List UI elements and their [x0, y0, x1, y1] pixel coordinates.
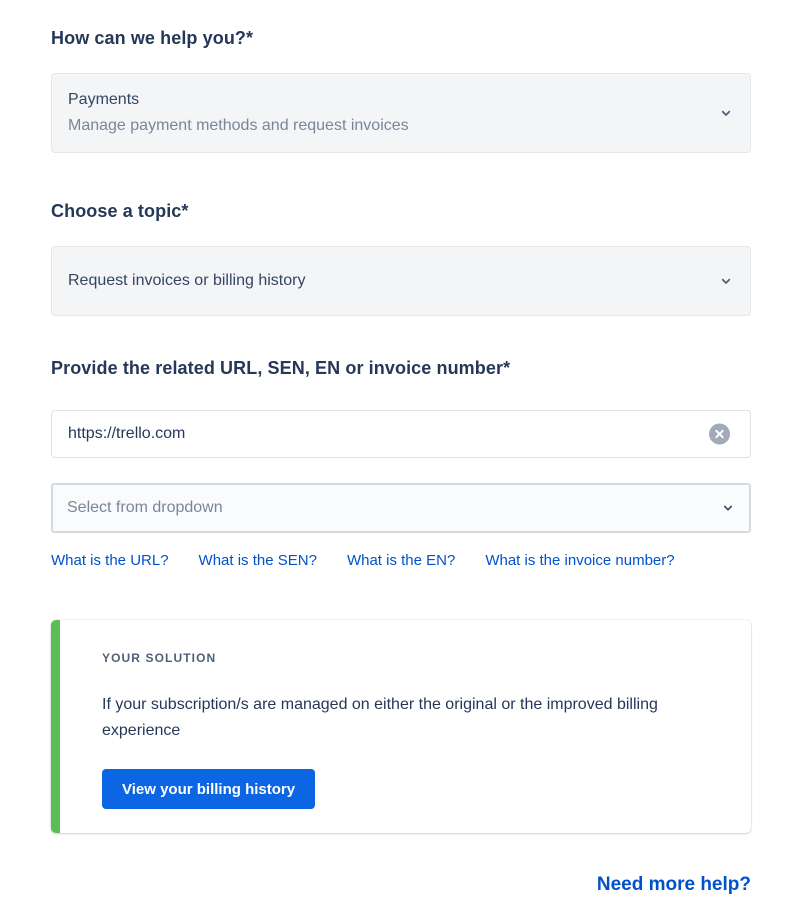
help-question-select[interactable] [51, 73, 751, 153]
what-is-sen-link[interactable]: What is the SEN? [198, 552, 317, 569]
topic-selected-value: Request invoices or billing history [68, 272, 306, 289]
what-is-en-link[interactable]: What is the EN? [346, 552, 456, 569]
chevron-down-icon [718, 273, 734, 289]
helper-links [51, 552, 751, 569]
chevron-down-icon [718, 105, 734, 121]
url-input[interactable] [51, 410, 751, 458]
selected-option-description: Manage payment methods and request invoices [68, 117, 409, 134]
url-input-wrapper [51, 410, 751, 458]
view-billing-history-button[interactable]: View your billing history [102, 769, 315, 809]
solution-accent-bar [51, 620, 60, 833]
clear-circle-icon[interactable] [709, 424, 730, 445]
reference-type-dropdown[interactable] [51, 483, 751, 533]
selected-option-title: Payments [68, 91, 140, 108]
reference-label: Provide the related URL, SEN, EN or invoice number* [51, 358, 511, 378]
solution-eyebrow: YOUR SOLUTION [102, 651, 217, 665]
solution-card [51, 620, 751, 833]
dropdown-placeholder: Select from dropdown [67, 499, 223, 516]
what-is-invoice-number-link[interactable]: What is the invoice number? [485, 552, 675, 569]
need-more-help-link[interactable]: Need more help? [596, 874, 751, 895]
help-question-selected-option [68, 88, 409, 138]
chevron-down-icon [721, 501, 735, 515]
topic-select[interactable] [51, 246, 751, 316]
help-question-label: How can we help you?* [51, 28, 254, 48]
solution-body-text: If your subscription/s are managed on either the original or the improved billing experience [102, 696, 658, 739]
what-is-url-link[interactable]: What is the URL? [51, 552, 169, 569]
topic-label: Choose a topic* [51, 201, 189, 221]
support-form [51, 0, 751, 896]
footer [51, 874, 751, 896]
